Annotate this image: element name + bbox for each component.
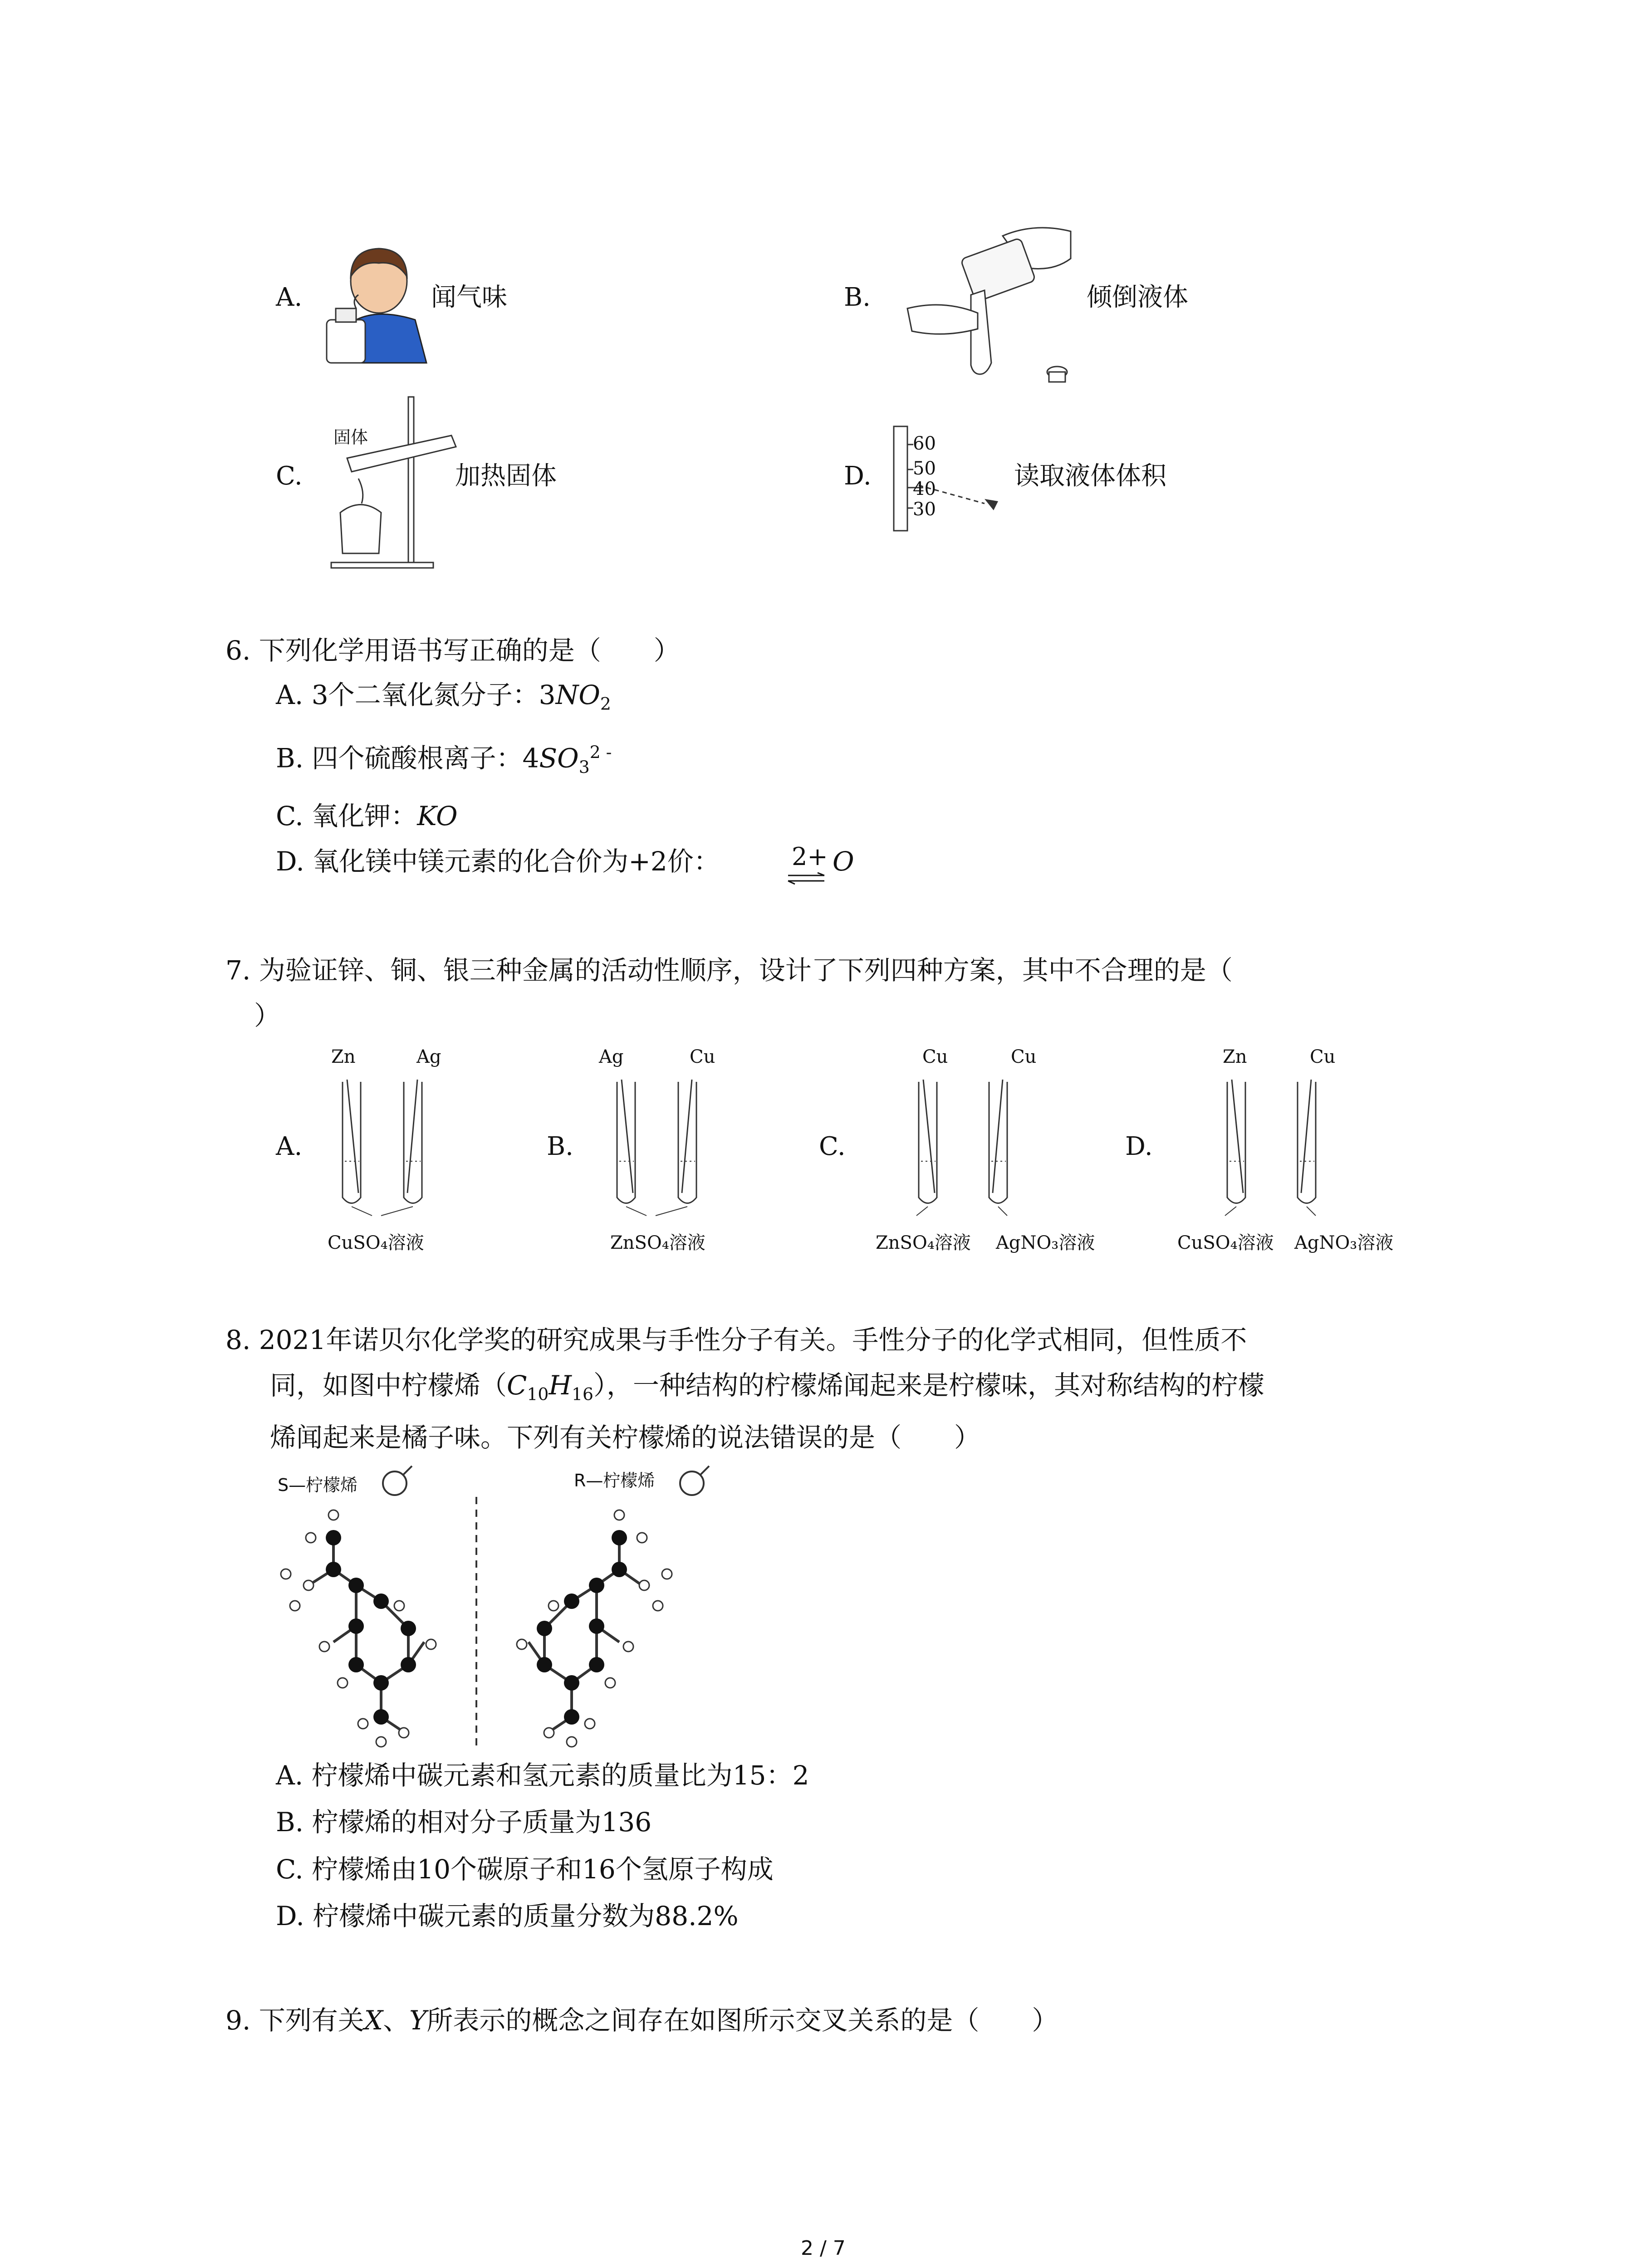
option-letter: A. <box>276 1132 303 1161</box>
figure-label-s: S—柠檬烯 <box>278 1475 358 1495</box>
question-stem-line-2: ） <box>254 1000 281 1031</box>
metal-label: Ag <box>599 1046 624 1067</box>
option-text: A. 3个二氧化氮分子：3 <box>276 679 556 710</box>
option-caption: 加热固体 <box>455 461 557 491</box>
valence-mark: 2+ <box>792 842 828 871</box>
option-letter: D. <box>1125 1132 1153 1161</box>
option-b <box>276 744 612 776</box>
option-letter: D. <box>844 461 872 491</box>
option-d <box>276 848 720 875</box>
option-letter: B. <box>547 1132 573 1161</box>
formula: H <box>549 1370 572 1401</box>
test-tubes-figure <box>327 1080 445 1216</box>
subscript: 16 <box>571 1384 593 1404</box>
option-letter: C. <box>276 461 303 491</box>
test-tubes-figure <box>903 1080 1021 1216</box>
page-number: 2 / 7 <box>801 2237 846 2260</box>
solution-label: CuSO₄溶液 <box>1177 1232 1274 1253</box>
option-b: B. 柠檬烯的相对分子质量为136 <box>276 1807 652 1838</box>
test-tubes-figure <box>601 1080 719 1216</box>
subscript: 2 <box>600 694 611 714</box>
option-text: B. 四个硫酸根离子：4 <box>276 743 539 774</box>
formula: SO <box>539 743 579 774</box>
formula: NO <box>555 679 600 710</box>
heating-solid-illustration <box>320 395 456 572</box>
stem-text: 所表示的概念之间存在如图所示交叉关系的是（ ） <box>426 2005 1058 2036</box>
metal-label: Cu <box>690 1046 715 1067</box>
pouring-liquid-illustration <box>889 222 1084 390</box>
equilibrium-arrow-icon <box>786 872 827 885</box>
variable-y: Y <box>409 2005 427 2036</box>
stem-text: ），一种结构的柠檬烯闻起来是柠檬味，其对称结构的柠檬 <box>593 1370 1264 1401</box>
tick-label: 60 <box>913 433 936 454</box>
figure-label-r: R—柠檬烯 <box>574 1471 655 1491</box>
oxygen-symbol: O <box>833 846 854 877</box>
option-c <box>276 803 458 829</box>
metal-label: Ag <box>416 1046 441 1067</box>
tick-label: 40 <box>913 479 936 499</box>
subscript: 10 <box>527 1384 549 1404</box>
stem-text: 同，如图中柠檬烯（ <box>270 1370 507 1401</box>
option-caption: 闻气味 <box>431 283 507 312</box>
option-letter: A. <box>276 283 303 312</box>
subscript: 3 <box>578 757 590 777</box>
metal-label: Zn <box>1223 1046 1247 1067</box>
solution-label: CuSO₄溶液 <box>328 1232 424 1253</box>
option-letter: B. <box>844 283 871 312</box>
option-d: D. 柠檬烯中碳元素的质量分数为88.2% <box>276 1901 739 1931</box>
figure-label-solid: 固体 <box>333 427 368 447</box>
graduated-cylinder-illustration <box>892 424 1009 538</box>
question-stem-line-1: 8. 2021年诺贝尔化学奖的研究成果与手性分子有关。手性分子的化学式相同，但性质不 <box>225 1325 1247 1355</box>
option-caption: 倾倒液体 <box>1087 283 1188 312</box>
tick-label: 30 <box>913 499 936 520</box>
metal-label: Zn <box>331 1046 356 1067</box>
test-tubes-figure <box>1211 1080 1329 1216</box>
option-a <box>276 679 611 714</box>
solution-label: AgNO₃溶液 <box>1294 1232 1394 1253</box>
option-a: A. 柠檬烯中碳元素和氢元素的质量比为15：2 <box>276 1760 809 1791</box>
question-stem: 6. 下列化学用语书写正确的是（ ） <box>225 635 680 666</box>
solution-label: ZnSO₄溶液 <box>876 1232 971 1253</box>
stem-text: 9. 下列有关 <box>225 2005 364 2036</box>
tick-label: 50 <box>913 458 936 479</box>
metal-label: Cu <box>922 1046 948 1067</box>
limonene-molecule-figure <box>268 1470 767 1760</box>
option-caption: 读取液体体积 <box>1014 461 1166 491</box>
metal-label: Cu <box>1310 1046 1336 1067</box>
variable-x: X <box>364 2005 383 2036</box>
question-stem-line-2 <box>270 1372 1264 1403</box>
option-text: D. 氧化镁中镁元素的化合价为+2价： <box>276 846 720 877</box>
smelling-gas-illustration <box>324 240 429 363</box>
option-c: C. 柠檬烯由10个碳原子和16个氢原子构成 <box>276 1854 774 1885</box>
solution-label: ZnSO₄溶液 <box>610 1232 705 1253</box>
formula: C <box>507 1370 527 1401</box>
metal-label: Cu <box>1011 1046 1037 1067</box>
formula: KO <box>417 801 458 831</box>
solution-label: AgNO₃溶液 <box>996 1232 1095 1253</box>
option-letter: C. <box>819 1132 846 1161</box>
stem-text: 、 <box>383 2005 410 2036</box>
option-text: C. 氧化钾： <box>276 801 417 831</box>
question-stem-line-3: 烯闻起来是橘子味。下列有关柠檬烯的说法错误的是（ ） <box>270 1422 981 1453</box>
question-9-stem <box>225 2005 1058 2036</box>
charge: 2 - <box>589 742 612 762</box>
question-stem-line-1: 7. 为验证锌、铜、银三种金属的活动性顺序，设计了下列四种方案，其中不合理的是（ <box>225 955 1233 986</box>
